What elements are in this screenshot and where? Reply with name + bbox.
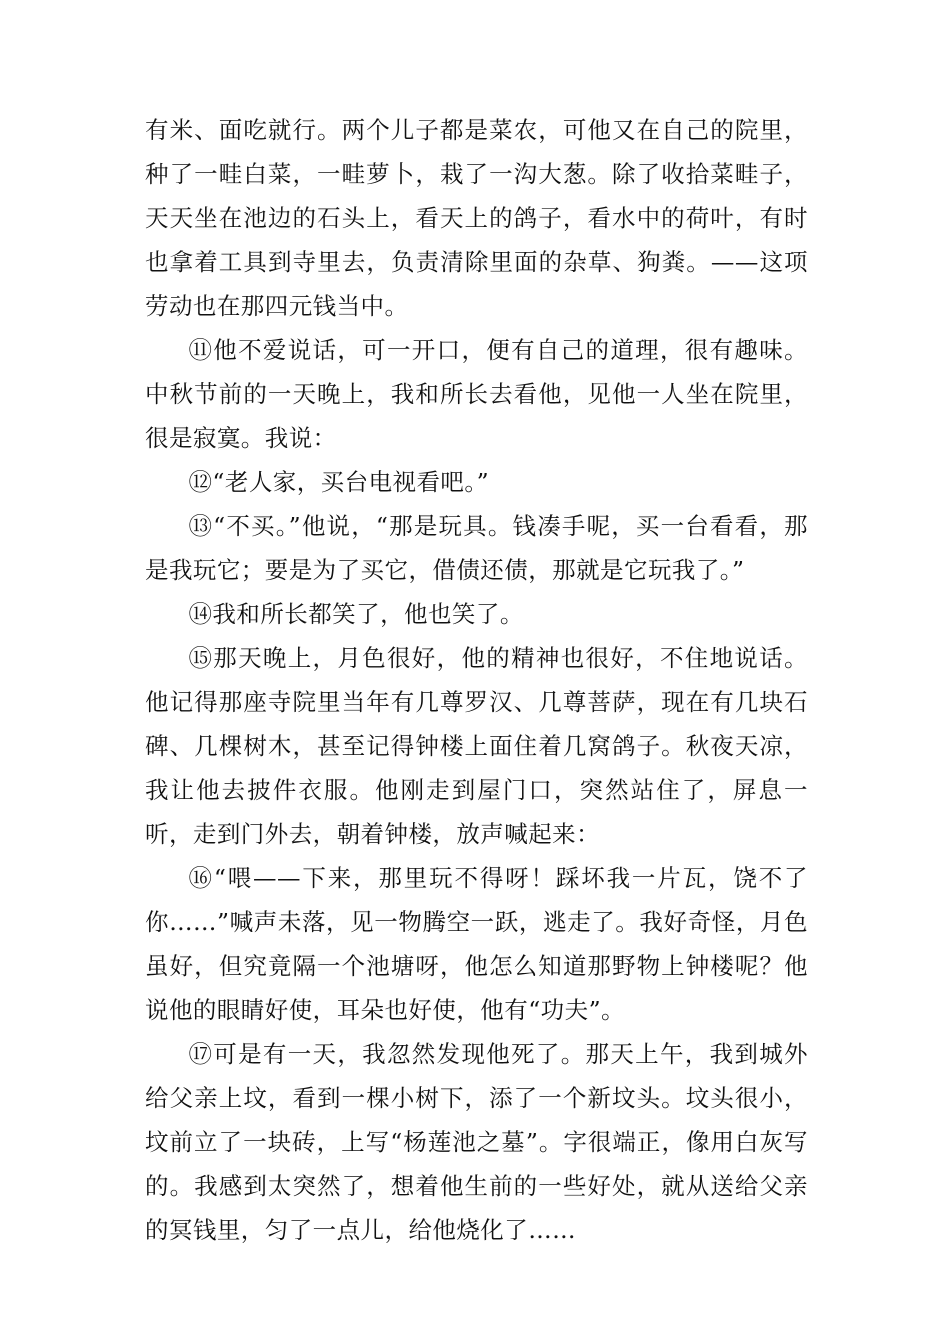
paragraph-continued: 有米、面吃就行。两个儿子都是菜农，可他又在自己的院里，种了一畦白菜，一畦萝卜，栽了一沟大葱。除了收拾菜畦子，天天坐在池边的石头上，看天上的鸽子，看水中的荷叶，有时也拿着工具到寺里去，负责清除里面的杂草、狗粪。——这项劳动也在那四元钱当中。 xyxy=(145,116,808,320)
paragraph-16: ⑯“喂——下来，那里玩不得呀！踩坏我一片瓦，饶不了你……”喊声未落，见一物腾空一跃，逃走了。我好奇怪，月色虽好，但究竟隔一个池塘呀，他怎么知道那野物上钟楼呢？他说他的眼睛好使，耳朵也好使，他有“功夫”。 xyxy=(145,864,808,1024)
paragraph-15: ⑮那天晚上，月色很好，他的精神也很好，不住地说话。他记得那座寺院里当年有几尊罗汉、几尊菩萨，现在有几块石碑、几棵树木，甚至记得钟楼上面住着几窝鸽子。秋夜天凉，我让他去披件衣服。他刚走到屋门口，突然站住了，屏息一听，走到门外去，朝着钟楼，放声喊起来： xyxy=(145,644,808,848)
paragraph-14: ⑭我和所长都笑了，他也笑了。 xyxy=(188,600,524,628)
paragraph-11: ⑪他不爱说话，可一开口，便有自己的道理，很有趣味。中秋节前的一天晚上，我和所长去看他，见他一人坐在院里，很是寂寞。我说： xyxy=(145,336,808,452)
body-text xyxy=(145,108,808,1252)
paragraph-12: ⑫“老人家，买台电视看吧。” xyxy=(188,468,490,496)
paragraph-17: ⑰可是有一天，我忽然发现他死了。那天上午，我到城外给父亲上坟，看到一棵小树下，添了一个新坟头。坟头很小，坟前立了一块砖，上写“杨莲池之墓”。字很端正，像用白灰写的。我感到太突然了，想着他生前的一些好处，就从送给父亲的冥钱里，匀了一点儿，给他烧化了…… xyxy=(145,1040,808,1244)
paragraph-13: ⑬“不买。”他说，“那是玩具。钱凑手呢，买一台看看，那是我玩它；要是为了买它，借债还债，那就是它玩我了。” xyxy=(145,512,808,584)
